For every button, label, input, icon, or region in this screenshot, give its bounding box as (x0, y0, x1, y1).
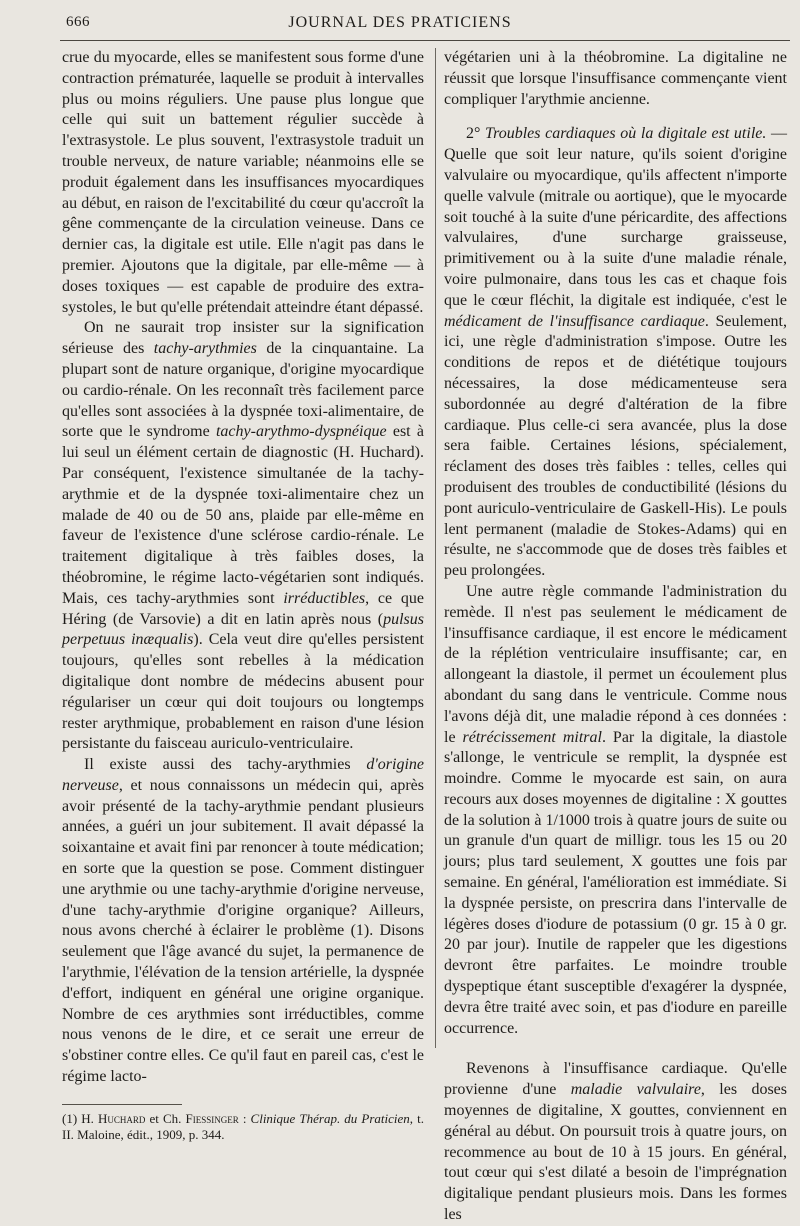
text-run: . Seulement, ici, une règle d'administration s'impose. Outre les conditions de repos et de diététique toujours nécessaires, la dose médicamenteuse sera subordonnée au degré d'altération de la fibre cardiaque. Plus celle-ci sera avancée, plus la dose sera faible. Certaines lésions, spécialement, réclament des doses très faibles : telles, celles qui produisent des troubles de conductibilité (lésions du pont auriculo-ventriculaire de Gaskell-His). Le pouls lent permanent (maladie de Stokes-Adams) qui en résulte, ne s'accommode que de doses très faibles et peu prolongées. (444, 312, 787, 580)
book-title: Clinique Thérap. du Praticien (250, 1110, 410, 1126)
right-paragraph-3 (444, 582, 787, 1040)
footnote-rule (62, 1104, 182, 1105)
italic-term: pulsus perpetuus inæqualis (62, 610, 424, 649)
italic-term: rétrécissement mitral (462, 728, 602, 746)
text-run: Revenons à l'insuffisance cardiaque. Qu'elle provienne d'une (444, 1060, 787, 1099)
text-run: est à lui seul un élément certain de diagnostic (H. Huchard). Par conséquent, l'existence simultanée de la tachy-arythmie et de la dyspnée toxi-alimentaire chez un malade de 40 ou de 50 ans, plaide par elle-même en faveur de l'existence d'une sclérose cardio-rénale. Le traitement digitalique à très faibles doses, la théobromine, le régime lacto-végétarien sont indiqués. Mais, ces tachy-arythmies sont (62, 423, 425, 607)
section-title: Troubles cardiaques où la digitale est utile. (485, 125, 767, 143)
italic-term: irréductibles (283, 589, 366, 607)
italic-term: tachy-arythmies (153, 340, 257, 358)
running-title: JOURNAL DES PRATICIENS (288, 14, 512, 31)
italic-term: médicament de l'insuffisance cardiaque (444, 312, 705, 330)
text-run: , ce que Héring (de Varsovie) a dit en latin après nous ( (62, 589, 424, 628)
text-run: de la cinquantaine. La plupart sont de nature organique, d'origine myocardique ou cardio-rénale. On les reconnaît très facilement parce qu'elles sont associées à la dyspnée toxi-alimentaire, de sorte que le syndrome (62, 340, 425, 441)
author-name: Fiessinger (185, 1110, 239, 1126)
text-run: et Ch. (145, 1110, 186, 1126)
text-run: , t. II. Maloine, édit., 1909, p. 344. (62, 1110, 424, 1142)
author-name: Huchard (97, 1110, 146, 1126)
text-run: . Par la digitale, la diastole s'allonge, le ventricule se remplit, la dyspnée est moindre. Comme le myocarde est sain, on aura recours aux doses moyennes de digitaline : X gouttes de la solution à 1/1000 trois à quatre jours de suite ou un granule d'un quart de milligr. tous les 15 ou 20 jours; plus tard seulement, X gouttes une fois par semaine. En général, l'amélioration est immédiate. Si la dyspnée persiste, on prescrira dans l'intervalle de légères doses d'iodure de potassium (0 gr. 15 à 0 gr. 20 par jour). Inutile de rappeler que les digestions devront être parfaites. Le moindre trouble dyspeptique étant susceptible d'exagérer la dyspnée, devra être traité avec soin, et pas d'iodure en pareille occurrence. (444, 728, 788, 1037)
text-run: : (238, 1110, 251, 1126)
text-run: (1) H. (62, 1110, 98, 1126)
right-paragraph-4 (444, 1059, 787, 1225)
italic-term: tachy-arythmo-dyspnéique (215, 423, 387, 441)
text-run: , les doses moyennes de digitaline, X gouttes, conviennent en général au début. On poursuit trois à quatre jours, on recommence au bout de 10 à 15 jours. En général, tout cœur qui s'est dilaté a besoin de l'imprégnation digitalique pendant plusieurs mois. Dans les formes les (444, 1081, 787, 1224)
text-run: , et nous connaissons un médecin qui, après avoir présenté de la tachy-arythmie pendant plusieurs années, a guéri un jour subitement. Il avait dépassé la soixantaine et avait fini par renoncer à toute médication; en sorte que la question se pose. Comment distinguer une arythmie ou une tachy-arythmie d'origine nerveuse, d'une tachy-arythmie d'origine organique? Ailleurs, nous avons cherché à éclairer le problème (1). Disons seulement que l'âge avancé du sujet, la permanence de l'arythmie, l'élévation de la tension artérielle, la dyspnée d'effort, indiquent en général une origine organique. Nombre de ces arythmies sont irréductibles, comme nous venons de le dire, et ce serait une erreur de s'obstiner contre elles. Ce qu'il faut en pareil cas, c'est le régime lacto- (62, 776, 424, 1086)
left-paragraph-1: crue du myocarde, elles se manifestent sous forme d'une contraction prématurée, laquelle se produit à intervalles plus ou moins réguliers. Une pause plus longue que celle qui suit un battement régulier succède à l'extrasystole. Le plus souvent, l'extrasystole traduit un trouble nerveux, de nature variable; néanmoins elle se produit également dans les insuffisances myocardiques au début, en raison de l'excitabilité du cœur qu'accroît la gêne commençante de la circulation veineuse. Dans ce dernier cas, la digitale est utile. Elle n'agit pas dans le premier. Ajoutons que la digitale, par elle-même — à doses toxiques — est capable de produire des extra-systoles, le but qu'elle prétendait atteindre étant dépassé. (62, 49, 424, 316)
footnote (62, 1111, 424, 1143)
section-number: 2° (466, 125, 486, 143)
text-run: On ne saurait trop insister sur la signification sérieuse des (62, 319, 424, 358)
header-rule (60, 40, 790, 41)
right-column (444, 48, 788, 1224)
right-paragraph-2 (444, 124, 787, 582)
text-run: Une autre règle commande l'administration du remède. Il n'est pas seulement le médicament de l'insuffisance cardiaque, il est encore le médicament de la réplétion ventriculaire insuffisante; car, en allongeant la diastole, il permet un écoulement plus abondant du sang dans le ventricule. Comme nous l'avons déjà dit, une maladie répond à ces données : le (444, 582, 787, 746)
page-number: 666 (66, 14, 90, 30)
italic-term: maladie valvulaire (570, 1081, 701, 1099)
left-paragraph-2 (62, 318, 424, 755)
text-run: Il existe aussi des tachy-arythmies (84, 756, 367, 774)
right-paragraph-1: végétarien uni à la théobromine. La digitaline ne réussit que lorsque l'insuffisance commençante vient compliquer l'arythmie ancienne. (444, 49, 787, 108)
page-header (0, 14, 800, 40)
column-divider (435, 48, 436, 1048)
text-run: ). Cela veut dire qu'elles persistent toujours, qu'elles sont rebelles à la médication digitalique dont nombre de médecins abusent pour régulariser un cœur qui doit toujours ou longtemps rester arythmique, probablement en raison d'une lésion persistante du faisceau auriculo-ventriculaire. (62, 631, 425, 753)
italic-term: d'origine nerveuse (62, 756, 424, 794)
left-column (62, 48, 425, 1142)
text-run: — Quelle que soit leur nature, qu'ils soient d'origine valvulaire ou myocardique, qu'ils affectent n'importe quelle valvule (mitrale ou aortique), que le myocarde soit touché à la suite d'une péricardite, des affections valvulaires, d'une surcharge graisseuse, primitivement ou à la suite d'une maladie rénale, voire pulmonaire, dans tous les cas et chaque fois que le cœur fléchit, la digitale est indiquée, c'est le (444, 125, 787, 309)
left-paragraph-3 (62, 755, 424, 1088)
